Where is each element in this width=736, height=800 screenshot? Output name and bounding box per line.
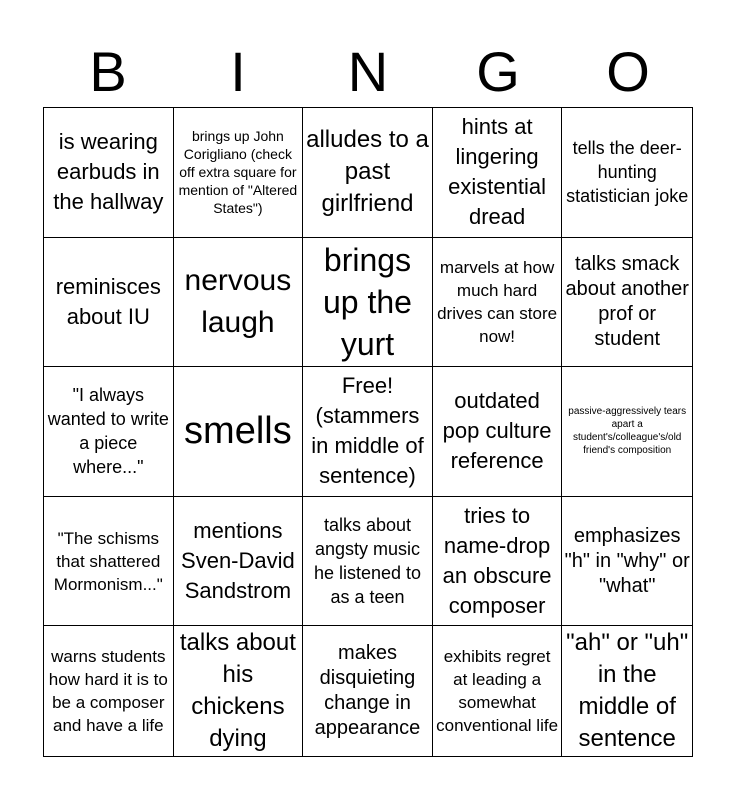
cell-text: alludes to a past girlfriend	[306, 126, 429, 218]
cell-text: hints at lingering existential dread	[448, 114, 547, 230]
bingo-cell[interactable]	[433, 367, 563, 497]
bingo-cell[interactable]	[562, 108, 692, 238]
cell-text: outdated pop culture reference	[442, 388, 552, 474]
cell-text: mentions Sven-David Sandstrom	[181, 518, 295, 604]
cell-text: talks about his chickens dying	[179, 629, 296, 753]
cell-text: talks smack about another prof or student	[565, 252, 689, 350]
cell-text: emphasizes "h" in "why" or "what"	[564, 524, 690, 597]
bingo-cell[interactable]	[174, 238, 304, 368]
cell-text: "I always wanted to write a piece where..."	[47, 385, 169, 478]
bingo-cell[interactable]	[433, 238, 563, 368]
bingo-cell[interactable]	[174, 497, 304, 627]
bingo-cell[interactable]	[303, 238, 433, 368]
bingo-cell[interactable]	[44, 108, 174, 238]
header-letter-o: O	[606, 40, 650, 103]
cell-text: marvels at how much hard drives can store now!	[437, 257, 558, 346]
bingo-cell[interactable]	[433, 497, 563, 627]
bingo-cell[interactable]	[303, 108, 433, 238]
bingo-cell[interactable]	[174, 367, 304, 497]
cell-text: "ah" or "uh" in the middle of sentence	[566, 629, 689, 753]
cell-text: tells the deer-hunting statistician joke	[566, 138, 689, 207]
bingo-cell[interactable]	[433, 626, 563, 756]
bingo-cell[interactable]	[433, 108, 563, 238]
bingo-cell[interactable]	[44, 626, 174, 756]
header-letter-b: B	[89, 40, 127, 103]
header-letter-n: N	[347, 40, 389, 103]
bingo-header	[43, 36, 693, 108]
bingo-cell[interactable]	[303, 497, 433, 627]
cell-text: nervous laugh	[184, 263, 292, 339]
bingo-cell[interactable]	[562, 238, 692, 368]
cell-text: talks about angsty music he listened to as a teen	[313, 515, 422, 608]
bingo-cell[interactable]	[44, 238, 174, 368]
bingo-cell[interactable]	[562, 367, 692, 497]
cell-text: exhibits regret at leading a somewhat conventional life	[436, 647, 559, 736]
bingo-cell[interactable]	[44, 367, 174, 497]
bingo-board	[43, 107, 693, 757]
cell-text: makes disquieting change in appearance	[314, 642, 421, 740]
header-letter-i: I	[230, 40, 246, 103]
cell-text: brings up the yurt	[323, 241, 412, 362]
bingo-cell[interactable]	[303, 367, 433, 497]
cell-text: "The schisms that shattered Mormonism..."	[53, 528, 163, 594]
cell-text: reminisces about IU	[55, 273, 161, 329]
cell-text: passive-aggressively tears apart a student's/colleague's/old friend's composition	[568, 406, 687, 457]
bingo-cell[interactable]	[174, 626, 304, 756]
cell-text: tries to name-drop an obscure composer	[442, 503, 552, 619]
bingo-cell[interactable]	[562, 497, 692, 627]
cell-text: brings up John Corigliano (check off extra square for mention of "Altered States")	[178, 128, 298, 217]
bingo-cell[interactable]	[44, 497, 174, 627]
cell-text: is wearing earbuds in the hallway	[53, 129, 164, 215]
header-letter-g: G	[476, 40, 520, 103]
bingo-cell[interactable]	[174, 108, 304, 238]
cell-text: smells	[184, 409, 292, 452]
cell-text: Free! (stammers in middle of sentence)	[311, 373, 424, 489]
cell-text: warns students how hard it is to be a composer and have a life	[48, 647, 168, 736]
bingo-cell[interactable]	[303, 626, 433, 756]
bingo-cell[interactable]	[562, 626, 692, 756]
